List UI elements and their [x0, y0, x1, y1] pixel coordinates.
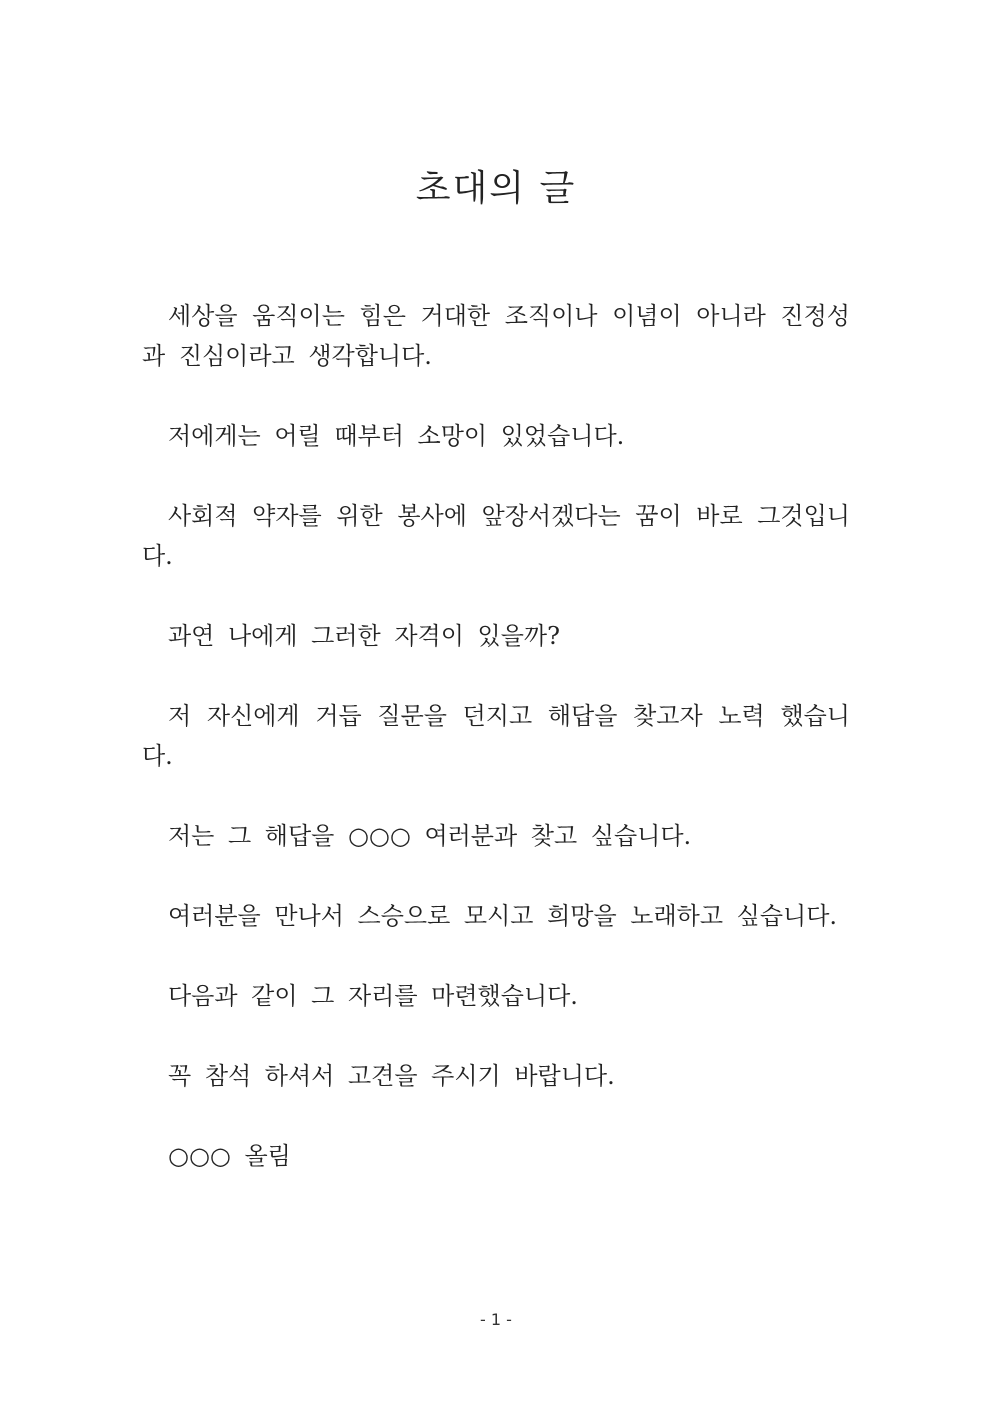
paragraph-9: 꼭 참석 하셔서 고견을 주시기 바랍니다.	[168, 1062, 615, 1090]
paragraph-8: 다음과 같이 그 자리를 마련했습니다.	[168, 982, 578, 1010]
paragraph-3: 사회적 약자를 위한 봉사에 앞장서겠다는 꿈이 바로 그것입니다.	[142, 502, 850, 570]
paragraph-1: 세상을 움직이는 힘은 거대한 조직이나 이념이 아니라 진정성과 진심이라고 생각합니다.	[142, 302, 850, 370]
paragraph-6: 저는 그 해답을 ○○○ 여러분과 찾고 싶습니다.	[168, 822, 692, 850]
document-body	[142, 296, 850, 1216]
paragraph-7: 여러분을 만나서 스승으로 모시고 희망을 노래하고 싶습니다.	[168, 902, 838, 930]
paragraph-4: 과연 나에게 그러한 자격이 있을까?	[168, 622, 560, 650]
signature-line: ○○○ 올림	[168, 1142, 291, 1170]
paragraph-2: 저에게는 어릴 때부터 소망이 있었습니다.	[168, 422, 625, 450]
paragraph-5: 저 자신에게 거듭 질문을 던지고 해답을 찾고자 노력 했습니다.	[142, 702, 850, 770]
document-title: 초대의 글	[415, 168, 577, 209]
page-number: - 1 -	[480, 1310, 512, 1329]
